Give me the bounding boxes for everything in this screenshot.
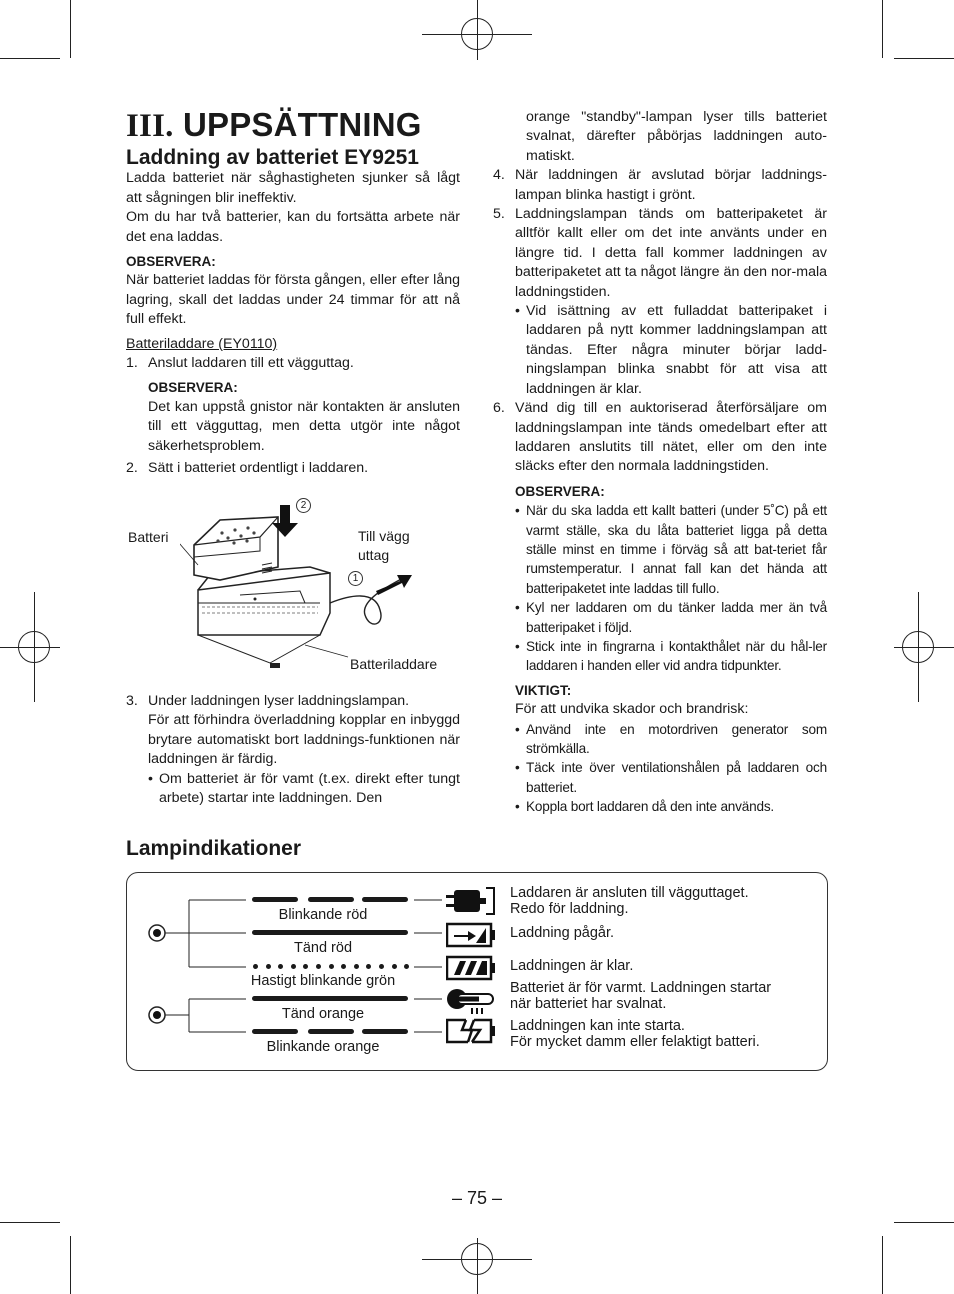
desc-4-line-1: Batteriet är för varmt. Laddningen startar xyxy=(510,980,772,996)
desc-3-line-1: Laddningen är klar. xyxy=(510,958,634,974)
step-3-num: 3. xyxy=(126,693,138,709)
dot xyxy=(291,964,296,969)
step-3-text-2: För att förhindra överladdning kopplar en inbyggd brytare automatiskt bort laddnings-funktionen när laddningen är färdig. xyxy=(148,712,460,768)
step-2-text: Sätt i batteriet ordentligt i laddaren. xyxy=(148,460,369,477)
note-bullet-2 xyxy=(493,598,827,637)
step-4-text: När laddningen är avslutad börjar laddnings-lampan blinka hastigt i grönt. xyxy=(515,167,827,203)
step-1 xyxy=(126,354,460,373)
step-3-bullet xyxy=(126,770,460,809)
thermometer-icon xyxy=(446,986,496,1016)
page-heading xyxy=(126,106,422,145)
note-bullet-3-text: Stick inte in fingrarna i kontakthålet när du hål-ler laddaren i handen eller vid andra tidpunkter. xyxy=(526,638,827,674)
step-4 xyxy=(493,166,827,205)
label-battery: Batteri xyxy=(128,529,169,545)
pattern-label-5: Blinkande orange xyxy=(266,1039,380,1055)
dot xyxy=(392,964,397,969)
lamp-description-1 xyxy=(510,886,749,917)
crop-mark xyxy=(0,58,60,59)
intro-paragraph-1: Ladda batteriet när såghastigheten sjunker så lågt att sågningen blir ineffektiv. xyxy=(126,170,460,206)
bullet: • xyxy=(515,721,520,737)
marker-1: 1 xyxy=(348,571,363,586)
step-1-num: 1. xyxy=(126,355,138,372)
lamp-section-title: Lampindikationer xyxy=(126,837,302,860)
charging-icon xyxy=(446,922,496,948)
dash xyxy=(252,897,298,902)
note-text: När batteriet laddas för första gången, eller efter lång lagring, skall det laddas under 24 timmar för att nå full effekt. xyxy=(126,272,460,328)
important-bullet-2 xyxy=(493,758,827,797)
step-5-bullet xyxy=(493,302,827,399)
faulty-battery-icon xyxy=(446,1018,496,1044)
crop-mark xyxy=(882,1236,883,1294)
registration-mark xyxy=(461,18,493,50)
crop-mark xyxy=(70,0,71,58)
step-5 xyxy=(493,205,827,302)
plug-icon xyxy=(446,886,496,916)
pattern-label-4: Tänd orange xyxy=(281,1006,365,1022)
section-title: Laddning av batteriet EY9251 xyxy=(126,146,419,169)
bullet: • xyxy=(515,638,520,654)
step-2 xyxy=(126,459,460,478)
dash xyxy=(308,897,354,902)
marker-2: 2 xyxy=(296,498,311,513)
crop-mark xyxy=(0,1222,60,1223)
label-outlet: Till vägg uttag xyxy=(358,528,410,563)
pattern-label-3: Hastigt blinkande grön xyxy=(250,973,396,989)
registration-mark xyxy=(18,631,50,663)
right-column xyxy=(493,108,827,817)
registration-mark xyxy=(461,1243,493,1275)
note-bullet-2-text: Kyl ner laddaren om du tänker ladda mer än två batteripaket i följd. xyxy=(526,600,827,635)
left-column xyxy=(126,148,460,479)
important-intro: För att undvika skador och brandrisk: xyxy=(515,701,749,718)
step-5-text: Laddningslampan tänds om batteripaketet är alltför kallt eller om det inte använts under en längre tid. I detta fall kommer laddningen av batteripaketet att ta något längre än den nor-mala laddningstiden. xyxy=(515,206,827,300)
dash xyxy=(308,1029,354,1034)
step-1-text: Anslut laddaren till ett vägguttag. xyxy=(148,355,354,372)
note-bullet-1-text: När du ska ladda ett kallt batteri (under 5˚C) på ett varmt ställe, ska du låta batteriet ligga på detta ställe minst en timme i förväg så att bat-teriet får rumstemperatur. I annat fall kan det hända att batteripaketet inte laddas till fullo. xyxy=(526,503,827,596)
important-bullet-1 xyxy=(493,720,827,759)
dot xyxy=(354,964,359,969)
important-bullet-1-text: Använd inte en motordriven generator som strömkälla. xyxy=(526,721,827,756)
lamp-description-4 xyxy=(510,981,771,1012)
bullet: • xyxy=(515,760,520,776)
pattern-steady-red xyxy=(252,930,408,935)
step-4-num: 4. xyxy=(493,167,505,184)
bullet: • xyxy=(515,600,520,616)
lamp-description-3 xyxy=(510,959,633,975)
note-bullet-3 xyxy=(493,637,827,676)
charger-illustration xyxy=(180,495,430,675)
important-label: VIKTIGT: xyxy=(515,682,572,698)
roman-numeral: III. xyxy=(126,108,174,144)
page-number: – 75 – xyxy=(451,1188,503,1208)
dot xyxy=(379,964,384,969)
important-bullet-2-text: Täck inte över ventilationshålen på laddaren och batteriet. xyxy=(526,760,827,795)
heading-title: UPPSÄTTNING xyxy=(182,106,422,143)
pattern-steady-orange xyxy=(252,996,408,1001)
desc-4-line-2: när batteriet har svalnat. xyxy=(510,995,667,1012)
step-5-bullet-text: Vid isättning av ett fulladdat batteripaket i laddaren på nytt kommer laddningslampan att tändas. Efter några minuter börjar ladd-ningslampan blinka snabbt för att visa att laddningen är klar. xyxy=(526,303,827,397)
bullet: • xyxy=(515,303,520,320)
dot xyxy=(316,964,321,969)
step-3-bullet-text: Om batteriet är för vamt (t.ex. direkt efter tungt arbete) startar inte laddningen. Den xyxy=(159,770,460,807)
charger-heading: Batteriladdare (EY0110) xyxy=(126,335,278,352)
step-6-text: Vänd dig till en auktoriserad återförsäljare om laddningslampan inte tänds omedelbart efter att laddaren anslutits till nätet, eller om den inte släcks efter den normala laddningstiden. xyxy=(515,400,827,475)
pattern-label-2: Tänd röd xyxy=(293,940,353,956)
desc-5-line-1: Laddningen kan inte starta. xyxy=(510,1018,685,1034)
dot xyxy=(329,964,334,969)
note-label-2: OBSERVERA: xyxy=(515,483,605,499)
dot xyxy=(253,964,258,969)
dash xyxy=(362,1029,408,1034)
label-charger: Batteriladdare xyxy=(350,656,438,672)
crop-mark xyxy=(894,1222,954,1223)
dash xyxy=(362,897,408,902)
crop-mark xyxy=(882,0,883,58)
important-bullet-3 xyxy=(493,797,827,816)
bullet: • xyxy=(515,503,520,519)
bullet: • xyxy=(148,770,153,787)
dash xyxy=(252,1029,298,1034)
step-1-note-text: Det kan uppstå gnistor när kontakten är ansluten till ett vägguttag, men detta utgör inte något säkerhetsproblem. xyxy=(148,398,460,454)
intro-paragraph-2: Om du har två batterier, kan du fortsätta arbete när det ena laddas. xyxy=(126,209,460,245)
important-bullet-3-text: Koppla bort laddaren då den inte används. xyxy=(526,799,775,815)
continued-text: orange "standby"-lampan lyser tills batteriet svalnat, därefter påbörjas laddningen auto-matiskt. xyxy=(526,109,827,164)
note-label: OBSERVERA: xyxy=(126,254,216,270)
crop-mark xyxy=(894,58,954,59)
step-1-note-label: OBSERVERA: xyxy=(148,380,238,396)
step-6 xyxy=(493,399,827,477)
lamp-description-2 xyxy=(510,926,614,942)
note-bullet-1 xyxy=(493,501,827,598)
step-6-num: 6. xyxy=(493,400,505,417)
step-5-num: 5. xyxy=(493,206,505,223)
full-battery-icon xyxy=(446,955,496,981)
bullet: • xyxy=(515,799,520,815)
registration-mark xyxy=(902,631,934,663)
step-2-num: 2. xyxy=(126,460,138,477)
left-column-lower xyxy=(126,692,460,808)
desc-1-line-1: Laddaren är ansluten till vägguttaget. xyxy=(510,885,749,901)
lamp-description-5 xyxy=(510,1019,760,1050)
desc-2-line-1: Laddning pågår. xyxy=(510,925,615,941)
crop-mark xyxy=(70,1236,71,1294)
pattern-label-1: Blinkande röd xyxy=(278,907,368,923)
step-3-text: Under laddningen lyser laddningslampan. xyxy=(148,693,410,709)
desc-1-line-2: Redo för laddning. xyxy=(510,900,629,917)
desc-5-line-2: För mycket damm eller felaktigt batteri. xyxy=(510,1033,760,1050)
step-3 xyxy=(126,692,460,711)
dot xyxy=(266,964,271,969)
